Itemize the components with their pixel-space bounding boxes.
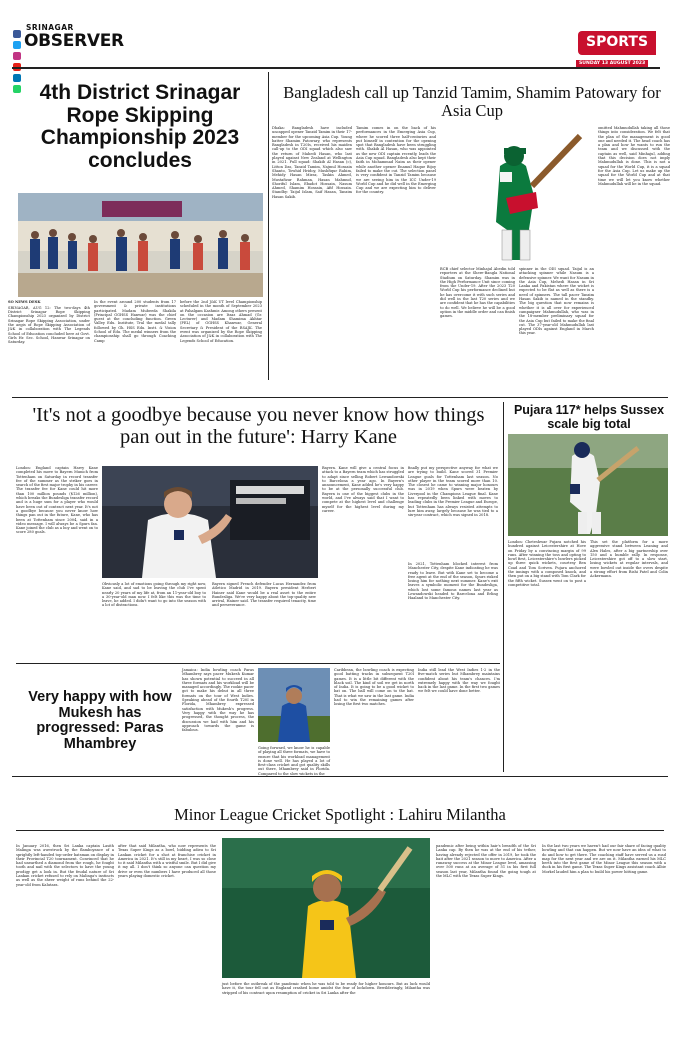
article-2-photo (440, 126, 595, 264)
article-1-text-3: before the 2nd J&K UT level Championship scheduled in the month of September 2023 at Pahalgam Kashmir. Among others present on the occasion are Itzaz Ahmad (Gr. Lecturer) and Madam Shamima Akhtar (PEL) of GGHSS Khanwar, General Secretary & President of the RSAJK. The event was organized by the Rope Skipping Association of J&K in collaboration with The Legends School of Education. (180, 300, 262, 343)
article-4-headline: Pujara 117* helps Sussex scale big total (513, 403, 665, 431)
article-3-col-2 (102, 582, 206, 659)
linkedin-icon[interactable] (13, 74, 21, 82)
article-3-headline: 'It's not a goodbye because you never know how things pan out in the future': Harry Kane (32, 404, 485, 449)
article-2-headline: Bangladesh call up Tanzid Tamim, Shamim Patowary for Asia Cup (283, 83, 661, 120)
article-3-text-4: Bayern. Kane will give a central focus in attack to a Bayern team which has struggled to adapt since selling Robert Lewandowski to Barcelona a year ago. In Bayern's announcement, Kane added he's very happy to be at the personally successful club. Bayern is one of the biggest clubs in the world, and I've always said that I want to compete at the highest level and challenge myself for the highest level during my career. (322, 466, 404, 513)
twitter-icon[interactable] (13, 41, 21, 49)
article-3-text-1: London: England captain Harry Kane completed his move to Bayern Munich from Tottenham on Saturday in record transfer fee of the summer as the striker goes in search of the first major trophy in his career. The transfer fee for Kane could hit more than 100 million pounds ($126 million), which breaks the Bundesliga transfer record and is a huge sum for a player who would have been out of contract next year. It's not a goodbye because you never know how things pan out in the future, Kane, who has been at Tottenham since 2004, said in a video message. I will always be a Spurs fan. Kane joined the club as a boy and went on to score 280 goals. (16, 466, 98, 535)
article-3-col-5 (408, 466, 498, 558)
article-5-text-1: Jamaica: India bowling coach Paras Mhambrey says pacer Mukesh Kumar has shown potential to succeed in all three formats and his workload will be managed accordingly. The rookie pacer got to make his debut in all three formats on the tour of West Indies. Speaking ahead of the fourth T20I in Florida, Mhambrey expressed satisfaction with Mukesh's progress. Very happy with the way he has progressed, the thought process, the discussion we had with him and his approach towards the game is fabulous. (182, 668, 254, 733)
article-1-photo (18, 193, 263, 297)
article-2-col-1 (272, 126, 352, 379)
article-1-col-3 (180, 300, 262, 378)
masthead-logo: OBSERVER (24, 31, 124, 51)
facebook-icon[interactable] (13, 30, 21, 38)
article-6-col-2 (118, 844, 216, 1034)
article-4-col-1 (508, 540, 586, 770)
section-divider-3 (12, 776, 668, 777)
article-5-text-3: Caribbean, the bowling coach is expecting good batting tracks in subsequent T20I games. It is a little bit different with the black soil. The kind of soil we get in north of India. It is going to be a good wicket to bat on. The ball will come on to the bat. That is what we saw in the last game. India had to win the remaining games after losing the first two matches. (334, 668, 414, 707)
article-3-col-1 (16, 466, 98, 659)
masthead-rule (12, 67, 660, 69)
article-2-text-3: BCB chief selector Minhajul Abedin told reporters at the Shere-Bangla National Stadium on Saturday. Shamim was in the High Performance Unit since coming from the Under-19. After the 2023 T20 World Cup his performance declined but he has overcome it with such series and did well in the last T20 series and we are confident that he has the capabilities to do well. We believe he will be a good option in the middle order and can finish games. (440, 267, 515, 319)
article-2-col-3 (440, 267, 515, 379)
article-6-text-5: In the last two years we haven't had our fair share of facing quality bowling and that can happen. But we now have an idea of what to do and how to get there. The coaching staff have served us a road map for the next year and we are on it. Milantha earned his MLC berth into the first game of the Minor League this season with a duck in his first game. The Texas Super Kings assistant coach Albie Morkel lauded him a plan to build his power hitting game. (542, 844, 666, 874)
article-6-text-2: after that said Milantha, who now represents the Texas Super Kings as a bowl, bidding adieu to Sri Lankan cricket for a shot at franchise cricket in America in 2021. It's still in my heart, I was so close to it said Milantha with a wistful smile. But I did give it my all. I don't think so anyone can question my drive or even the numbers I have produced all those years playing domestic cricket. (118, 844, 216, 879)
article-6-col-3 (222, 982, 430, 1034)
article-2-text-1: Dhaka: Bangladesh have included uncapped opener Tanzid Tamim in their 17-member for the upcoming Asia Cup. Young batter Shamim Patowary, who represents Bangladesh in T20Is, received his maiden call-up to the ODI squad which also saw the return of Mahedi Hasan, who last played against New Zealand at Wellington in 2021. Full squad: Shakib Al Hasan (c), Litton Das, Tanzid Tamim, Najmul Hossain Shanto, Towhid Hridoy, Mushfiqur Rahim, Mehidy Hasan Miraz, Taskin Ahmed, Mustafizur Rahman, Hasan Mahmud, Shoriful Islam, Ebadot Hossain, Nasum Ahmed, Shamim Hossain, Afif Hossain. Standby: Taijul Islam, Saif Hasan, Tanzim Hasan Sakib. (272, 126, 352, 199)
spotlight-underline (16, 830, 664, 831)
article-5-text-2: Going forward, we know he is capable of playing all three formats, we have to ensure that his workload management is done well. He has played a lot of first-class cricket and got quality skills out there, Mhambrey said in Florida. Compared to the slow wickets in the (258, 746, 330, 776)
article-1-byline: SO NEWS DESK (8, 300, 41, 304)
article-5-photo (258, 668, 330, 742)
section-divider-2 (16, 663, 500, 664)
article-2-text-5: omitted Mahmudullah taking all those things into consideration. We felt that the plan of the management is good one and needed it. The head coach has a plan and how he wants to run the team and we discussed with the captain as well, said Minhajul, adding that this decision does not imply Mahmudullah is done. This is not a squad for the World Cup, it is a squad for the Asia Cup. Let us make up the squad for the World Cup and at that time we will let you know whether Mahmudullah will be in the squad. (598, 126, 670, 186)
article-2-col-5 (598, 126, 670, 379)
article-1-col-1 (8, 300, 90, 378)
article-1-col-2 (94, 300, 176, 378)
article-2-col-4 (519, 267, 594, 379)
issue-date: SUNDAY 13 AUGUST 2023 (576, 60, 648, 67)
article-4-text-2: This set the platform for a more aggressive stand between Leaning and Alex Hales, after a big partnership over 150 and a humble rally. In response, Leicestershire got off to a slow start, losing wickets at regular intervals, and were bowled out inside the overs despite a strong effort from Rishi Patel and Colin Ackermann. (590, 540, 668, 579)
masthead-pre: SRINAGAR (26, 23, 74, 32)
article-6-text-4: pandemic after being within hair's breadth of the Sri Lanka cap. By then he was at the end of his tether, having already rejected the offer in 2019, he took the bait after the 2021 season to move to America. After a runaway success at the Minor League level, amassing over 500 runs at an average of 51 in his first full season last year, Milantha found the going tough at the MLC with the Texas Super Kings. (436, 844, 536, 879)
article-3-photo (102, 466, 318, 578)
article-5-col-4 (418, 668, 500, 772)
article-divider-v1 (268, 72, 269, 380)
article-6-text-3: just before the outbreak of the pandemic when he was told to be ready for higher honours. But as luck would have it, the tour fell out as England crashed home amidst the fear of lockdown. Bewilderingly, Milantha was stripped of his contract upon resumption of cricket in Sri Lanka after the (222, 982, 430, 995)
article-3-text-5: finally put my perspective anyway for what we are trying to build. Kane scored 31 Premier League goals for Tottenham last season. No other player in the team scored more than 10. The closest he came to winning major honours was in 2019 when Spurs were beaten by Liverpool in the Champions League final. Kane has repeatedly been linked with moves to leading clubs in the Premier League and Europe, but Tottenham has always resisted attempts to lure him away, largely because he was tied to a six-year contract, which was signed in 2018. (408, 466, 498, 518)
instagram-icon[interactable] (13, 52, 21, 60)
article-3-text-2: Obviously a lot of emotions going through my right now, Kane said, and sad to be leaving the club I've spent nearly 20 years of my life at, from an 11-year-old boy to a 30-year-old man now. I felt like this was the time to leave, he added. I didn't want to go into the season with a lot of distractions. (102, 582, 206, 608)
article-1-text-1: SRINAGAR, AUG 12: The two-days 4th District Srinagar Rope Skipping Championship 2023 organized by District Srinagar Rope Skipping Association, under the aegis of Rope Skipping Association of J&K in collaboration with The Legends School of Education concluded here at Govt. Girls Hr. Sec. School, Hanwar Srinagar on Saturday. (8, 305, 90, 345)
article-5-col-2 (258, 746, 330, 776)
article-3-text-6: In 2021, Tottenham blocked interest from Manchester City, despite Kane indicating he was ready to leave. But with Kane set to become a free agent at the end of the season, Spurs risked losing him for nothing next summer. Kane's exit leaves a symbolic moment for the Bundesliga, which lost some famous names last year as Lewandowski headed to Barcelona and Erling Haaland to Manchester City. (408, 562, 498, 601)
article-6-col-5 (542, 844, 666, 1034)
article-6-text-1: In January 2016, then Sri Lanka captain Lasith Malinga was awestruck by the flamboyance of a sprightly left-handed top-order batsman on display in their Provincial T20 tournament. Convinced that he had unearthed a diamond from the rough, he fought tooth and nail with the selectors to have the young prodigy get a look in. But the feudal nature of Sri Lankan cricket refused to rely on Malinga's instincts as well as the sheer weight of runs behind the 22-year-old from Kalutara. (16, 844, 114, 887)
section-title: SPORTS (586, 34, 649, 50)
article-4-col-2 (590, 540, 668, 770)
article-1-text-2: In the event around 200 students from 17 government & private institutions participated. Madam Mubeeda Shakila (Principal GGHSS Hanwar) was the chief guest at the concluding function. Green Valley Edu. Institute, Tral the medal tally followed by Gh. HSS Edu. Instt. & Vision School of Edu. The medal winners from the championship shall go through Coaching Camp (94, 300, 176, 343)
article-5-headline: Very happy with how Mukesh has progressed: Paras Mhambrey (28, 689, 172, 752)
article-5-text-4: India still lead the West Indies 1-2 in the five-match series but Mhambrey maintains confident about his team's chances. I'm extremely happy with the way we fought back in the last game. In the first two games we felt we could have done better. (418, 668, 500, 694)
article-1-headline: 4th District Srinagar Rope Skipping Championship 2023 concludes (39, 81, 241, 173)
article-4-photo (508, 434, 668, 536)
section-divider-1 (12, 397, 668, 398)
article-2-text-4: spinner in the ODI squad. Taijul is an attacking spinner while Nasum is a defensive spinner. We want for Nasum in the Asia Cup, Mehedi Hasan in Sri Lanka and Pakistan where the wicket is expected to be flat as well as there is a need of spinners. The tall pacer Tanzim Hasan Sakib is named in the standby. The big question that now remains is whether it is all over for experienced campaigner Mahmudullah, who was in the 18-member preliminary squad for the Asia Cup but failed to make the final cut. The 37-year-old Mahmudullah last played ODIs against England in March this year. (519, 267, 594, 336)
article-6-headline: Minor League Cricket Spotlight : Lahiru Milantha (174, 805, 506, 824)
article-3-col-4 (322, 466, 404, 659)
article-4-text-1: London: Cheteshwar Pujara notched his hundred against Leicestershire at Hove on Friday by a convincing margin of 99 runs. After winning the toss and opting to bowl first, Leicestershire's bowlers picked up three quick wickets, courtesy Ben Coad and Tom Scriven. Pujara anchored the innings with a composed knock, and then put on a big stand with Tom Clark for the fifth wicket. Sussex went on to post a competitive total. (508, 540, 586, 587)
article-5-col-1 (182, 668, 254, 772)
article-3-text-3: Bayern signed French defender Lucas Hernandez from Atletico Madrid in 2019. Bayern president Herbert Hainer said Kane would be a real asset to the entire Bundesliga. We're very happy about the top-quality new arrival, Hainer said. The transfer required tenacity, time and perseverance. (212, 582, 316, 608)
article-2-text-2: Tamim comes in on the back of his performances in the Emerging Asia Cup, where he scored three half-centuries and put himself in contention for the opening spot that Bangladesh have been struggling with. Shakib Al Hasan, who was appointed as the new ODI captain recently, leads the Asia Cup squad. Bangladesh also kept their faith in Mohammad Naim as their opener while another opener Enamul Haque Bijoy failed to make the cut. The selection panel is very confident in Tanzid Tamim because we are seeing him in the ICC Under-19 World Cup and he did well in the Emerging Cup and we are expecting him to deliver for the country. (356, 126, 436, 195)
article-3-col-3 (212, 582, 316, 659)
article-divider-v2 (503, 402, 504, 772)
article-6-col-1 (16, 844, 114, 1034)
article-5-col-3 (334, 668, 414, 772)
article-3-col-6 (408, 562, 498, 659)
article-6-col-4 (436, 844, 536, 1034)
article-6-photo (222, 838, 430, 978)
article-2-col-2 (356, 126, 436, 379)
